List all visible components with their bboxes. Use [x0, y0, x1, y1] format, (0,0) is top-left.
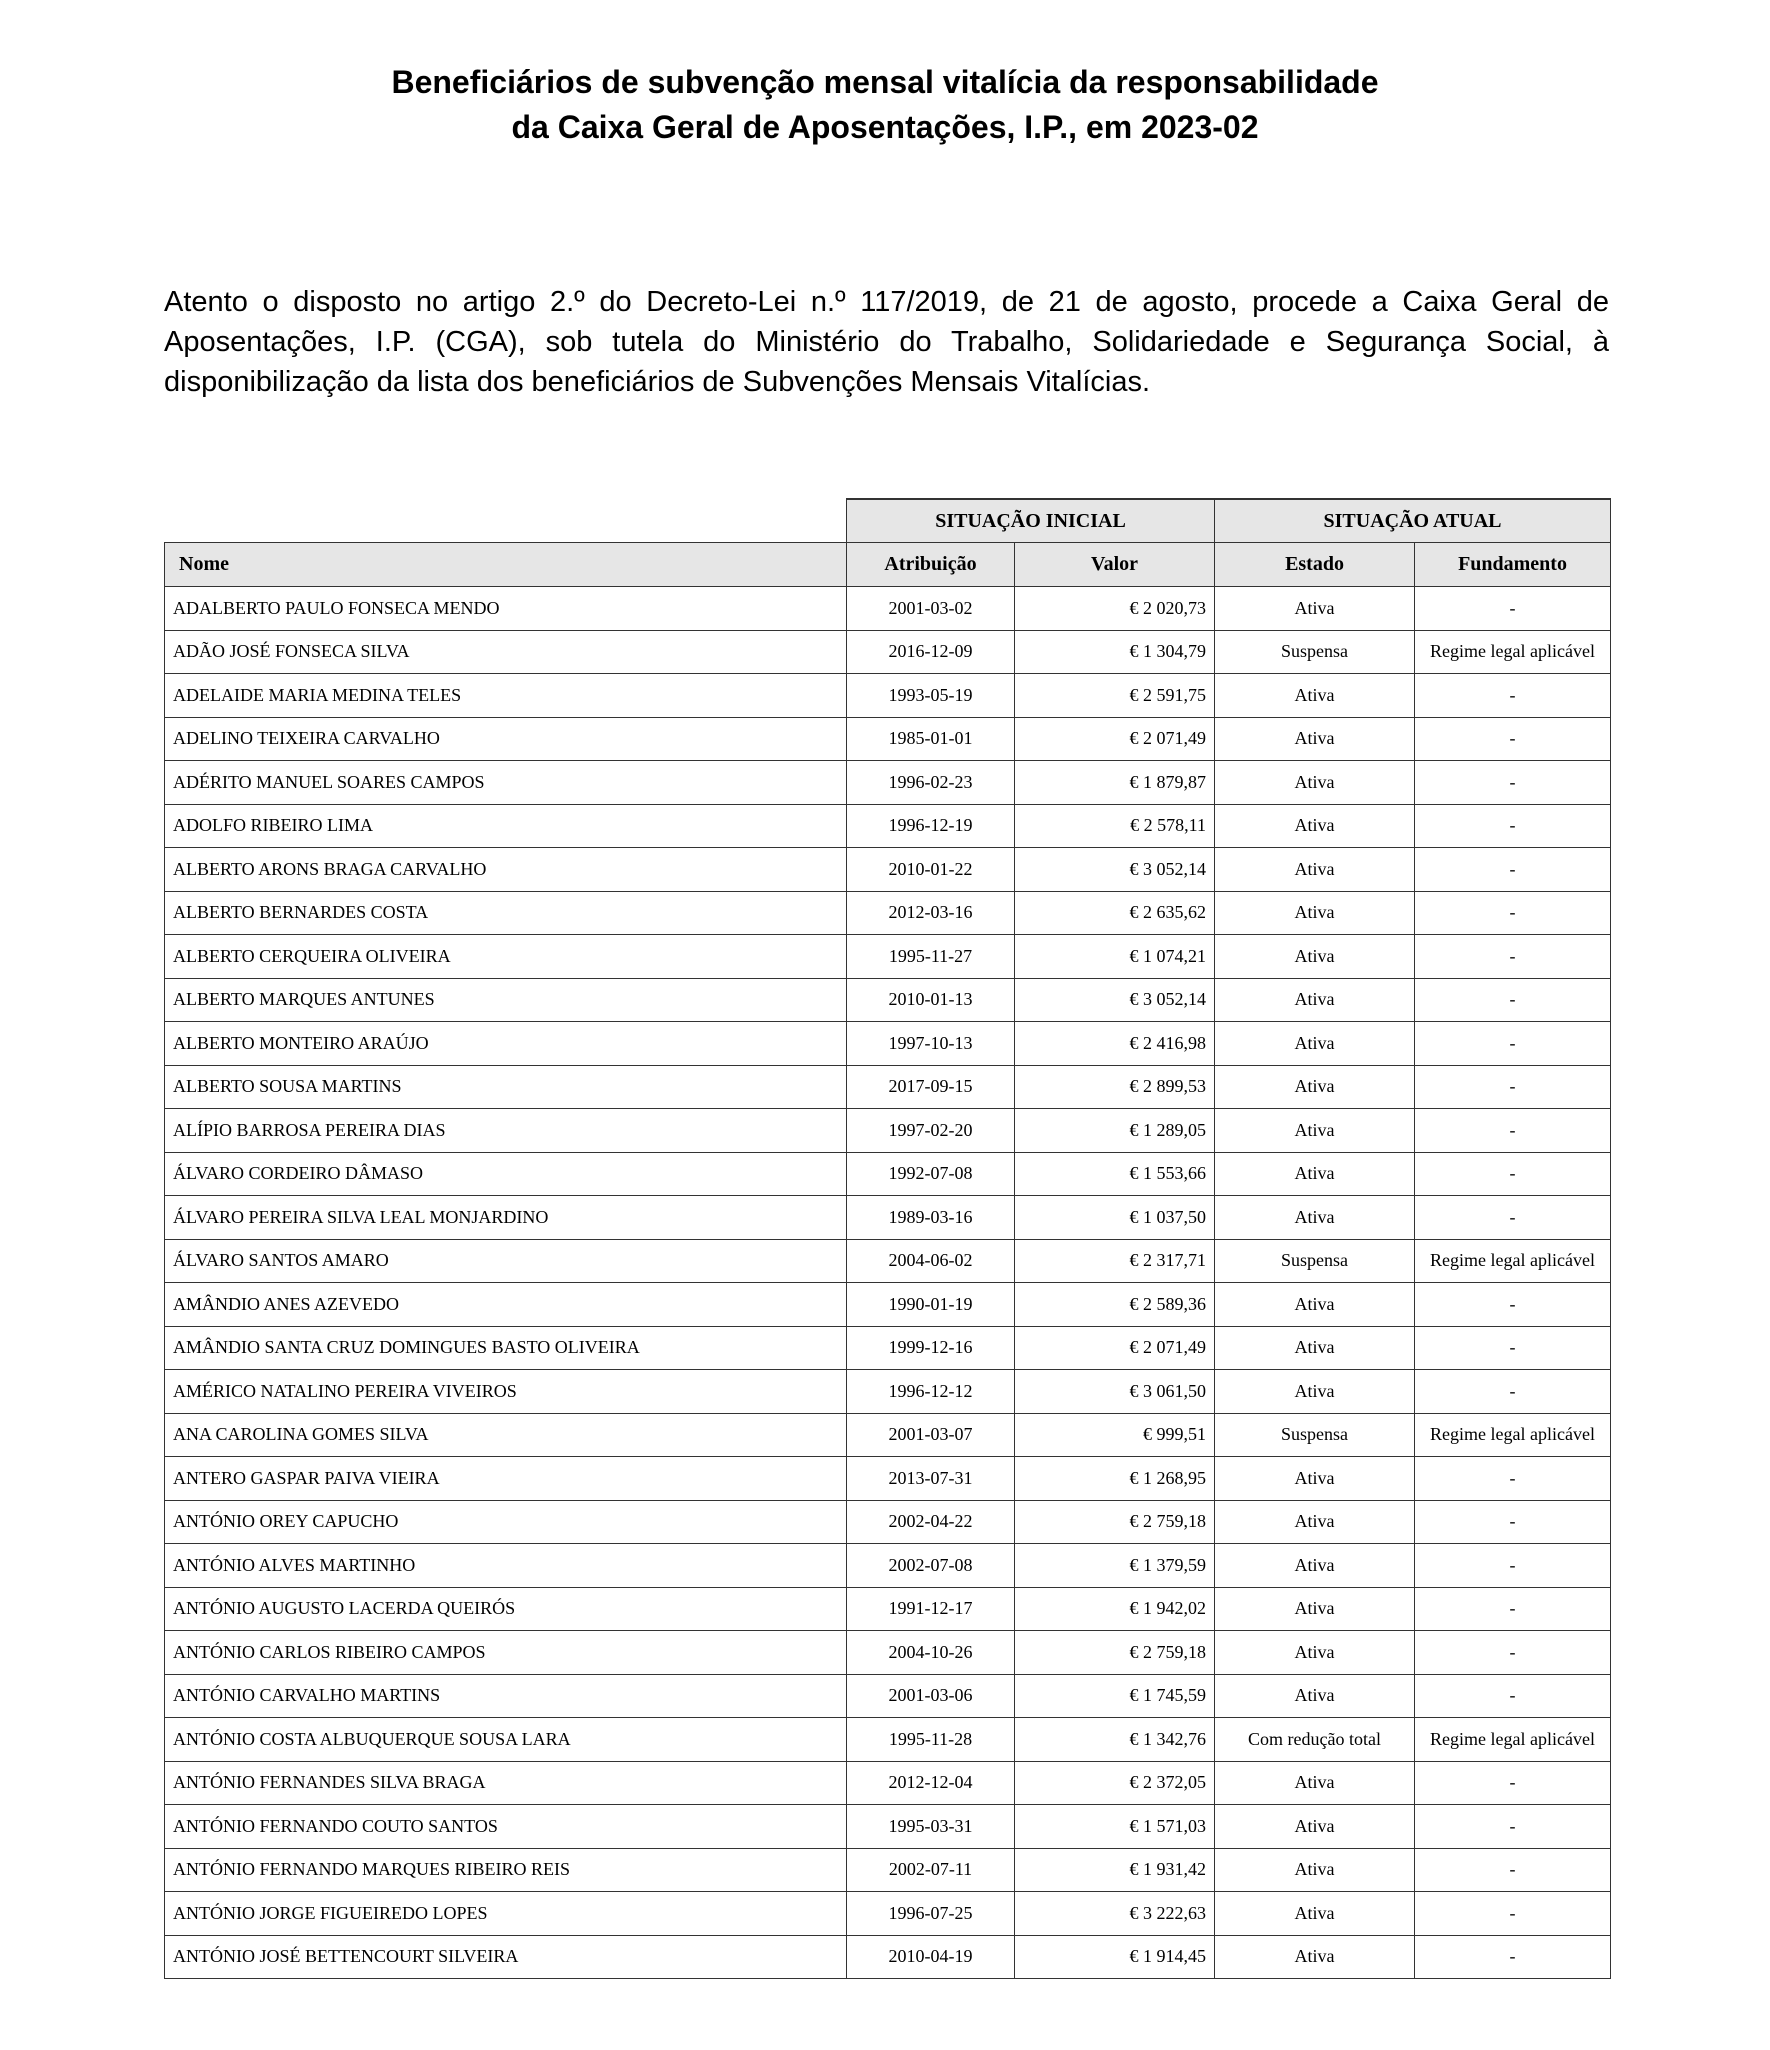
table-row	[165, 1152, 1611, 1196]
table-column-header-row	[165, 543, 1611, 587]
cell-basis: -	[1415, 1283, 1611, 1327]
cell-state: Ativa	[1215, 1022, 1415, 1066]
cell-attribution: 2001-03-02	[847, 587, 1015, 631]
cell-state: Ativa	[1215, 1152, 1415, 1196]
cell-state: Ativa	[1215, 1283, 1415, 1327]
table-row	[165, 1283, 1611, 1327]
cell-state: Ativa	[1215, 1457, 1415, 1501]
cell-name: ALBERTO CERQUEIRA OLIVEIRA	[165, 935, 847, 979]
cell-state: Ativa	[1215, 1848, 1415, 1892]
table-row	[165, 587, 1611, 631]
cell-attribution: 2004-10-26	[847, 1631, 1015, 1675]
cell-value: € 3 052,14	[1015, 848, 1215, 892]
cell-name: ÁLVARO CORDEIRO DÂMASO	[165, 1152, 847, 1196]
cell-state: Ativa	[1215, 1892, 1415, 1936]
cell-name: ANTERO GASPAR PAIVA VIEIRA	[165, 1457, 847, 1501]
cell-state: Ativa	[1215, 1370, 1415, 1414]
cell-state: Suspensa	[1215, 1413, 1415, 1457]
cell-attribution: 1989-03-16	[847, 1196, 1015, 1240]
cell-attribution: 2016-12-09	[847, 630, 1015, 674]
cell-name: ADOLFO RIBEIRO LIMA	[165, 804, 847, 848]
group-header-blank	[165, 499, 847, 543]
column-header-name: Nome	[165, 543, 847, 587]
cell-state: Ativa	[1215, 1587, 1415, 1631]
table-row	[165, 1544, 1611, 1588]
cell-basis: -	[1415, 1152, 1611, 1196]
cell-state: Ativa	[1215, 1196, 1415, 1240]
cell-name: ADÃO JOSÉ FONSECA SILVA	[165, 630, 847, 674]
cell-name: ÁLVARO SANTOS AMARO	[165, 1239, 847, 1283]
table-row	[165, 1631, 1611, 1675]
document-title	[0, 60, 1770, 150]
cell-value: € 1 914,45	[1015, 1935, 1215, 1979]
table-row	[165, 1892, 1611, 1936]
column-header-value: Valor	[1015, 543, 1215, 587]
cell-basis: -	[1415, 848, 1611, 892]
cell-name: ANTÓNIO FERNANDO MARQUES RIBEIRO REIS	[165, 1848, 847, 1892]
cell-basis: Regime legal aplicável	[1415, 1239, 1611, 1283]
cell-state: Ativa	[1215, 1326, 1415, 1370]
table-row	[165, 935, 1611, 979]
cell-basis: -	[1415, 1848, 1611, 1892]
cell-name: ADALBERTO PAULO FONSECA MENDO	[165, 587, 847, 631]
table-row	[165, 1109, 1611, 1153]
intro-paragraph: Atento o disposto no artigo 2.º do Decreto-Lei n.º 117/2019, de 21 de agosto, procede a Caixa Geral de Aposentações, I.P. (CGA), sob tutela do Ministério do Trabalho, Solidariedade e Segurança Social, à disponibilização da lista dos beneficiários de Subvenções Mensais Vitalícias.	[164, 286, 1609, 398]
column-header-state: Estado	[1215, 543, 1415, 587]
cell-basis: -	[1415, 1500, 1611, 1544]
table-row	[165, 891, 1611, 935]
cell-attribution: 2010-01-22	[847, 848, 1015, 892]
cell-value: € 1 879,87	[1015, 761, 1215, 805]
cell-value: € 1 037,50	[1015, 1196, 1215, 1240]
cell-name: ANA CAROLINA GOMES SILVA	[165, 1413, 847, 1457]
cell-basis: -	[1415, 891, 1611, 935]
cell-basis: -	[1415, 1892, 1611, 1936]
cell-name: AMÂNDIO ANES AZEVEDO	[165, 1283, 847, 1327]
cell-value: € 1 571,03	[1015, 1805, 1215, 1849]
cell-basis: Regime legal aplicável	[1415, 630, 1611, 674]
cell-attribution: 1999-12-16	[847, 1326, 1015, 1370]
table-row	[165, 1196, 1611, 1240]
cell-name: ANTÓNIO CARVALHO MARTINS	[165, 1674, 847, 1718]
cell-basis: -	[1415, 674, 1611, 718]
cell-name: ALBERTO SOUSA MARTINS	[165, 1065, 847, 1109]
cell-attribution: 2013-07-31	[847, 1457, 1015, 1501]
cell-basis: -	[1415, 978, 1611, 1022]
cell-name: ALÍPIO BARROSA PEREIRA DIAS	[165, 1109, 847, 1153]
cell-state: Ativa	[1215, 891, 1415, 935]
cell-name: ANTÓNIO JORGE FIGUEIREDO LOPES	[165, 1892, 847, 1936]
cell-value: € 2 372,05	[1015, 1761, 1215, 1805]
cell-basis: -	[1415, 761, 1611, 805]
cell-state: Ativa	[1215, 674, 1415, 718]
cell-state: Ativa	[1215, 804, 1415, 848]
cell-attribution: 1995-11-28	[847, 1718, 1015, 1762]
cell-state: Ativa	[1215, 1935, 1415, 1979]
cell-attribution: 2002-07-08	[847, 1544, 1015, 1588]
cell-name: ANTÓNIO CARLOS RIBEIRO CAMPOS	[165, 1631, 847, 1675]
table-row	[165, 1500, 1611, 1544]
cell-attribution: 2002-04-22	[847, 1500, 1015, 1544]
table-row	[165, 1065, 1611, 1109]
cell-state: Ativa	[1215, 761, 1415, 805]
cell-value: € 1 342,76	[1015, 1718, 1215, 1762]
cell-value: € 3 061,50	[1015, 1370, 1215, 1414]
cell-value: € 1 553,66	[1015, 1152, 1215, 1196]
cell-basis: -	[1415, 1065, 1611, 1109]
cell-basis: Regime legal aplicável	[1415, 1718, 1611, 1762]
cell-attribution: 1985-01-01	[847, 717, 1015, 761]
cell-attribution: 1991-12-17	[847, 1587, 1015, 1631]
cell-basis: -	[1415, 1022, 1611, 1066]
cell-basis: -	[1415, 1326, 1611, 1370]
cell-state: Ativa	[1215, 848, 1415, 892]
column-header-basis: Fundamento	[1415, 543, 1611, 587]
cell-value: € 2 020,73	[1015, 587, 1215, 631]
table-row	[165, 1674, 1611, 1718]
cell-state: Ativa	[1215, 717, 1415, 761]
table-body	[165, 587, 1611, 1979]
cell-state: Suspensa	[1215, 1239, 1415, 1283]
cell-attribution: 2010-01-13	[847, 978, 1015, 1022]
cell-name: ANTÓNIO COSTA ALBUQUERQUE SOUSA LARA	[165, 1718, 847, 1762]
cell-name: ADELINO TEIXEIRA CARVALHO	[165, 717, 847, 761]
table-row	[165, 1370, 1611, 1414]
cell-basis: -	[1415, 717, 1611, 761]
title-line-1: Beneficiários de subvenção mensal vitalícia da responsabilidade	[391, 64, 1379, 100]
cell-attribution: 2001-03-07	[847, 1413, 1015, 1457]
table-row	[165, 717, 1611, 761]
cell-basis: -	[1415, 1587, 1611, 1631]
cell-attribution: 1996-12-12	[847, 1370, 1015, 1414]
table-row	[165, 1935, 1611, 1979]
cell-basis: -	[1415, 1761, 1611, 1805]
cell-value: € 2 635,62	[1015, 891, 1215, 935]
cell-state: Ativa	[1215, 587, 1415, 631]
cell-state: Ativa	[1215, 935, 1415, 979]
group-header-initial: SITUAÇÃO INICIAL	[847, 499, 1215, 543]
cell-attribution: 2012-03-16	[847, 891, 1015, 935]
cell-basis: -	[1415, 587, 1611, 631]
cell-state: Ativa	[1215, 1674, 1415, 1718]
table-row	[165, 1239, 1611, 1283]
cell-name: ANTÓNIO OREY CAPUCHO	[165, 1500, 847, 1544]
cell-attribution: 1990-01-19	[847, 1283, 1015, 1327]
table-row	[165, 848, 1611, 892]
cell-basis: -	[1415, 1457, 1611, 1501]
cell-attribution: 1996-12-19	[847, 804, 1015, 848]
cell-value: € 1 074,21	[1015, 935, 1215, 979]
table-group-header-row	[165, 499, 1611, 543]
cell-attribution: 2017-09-15	[847, 1065, 1015, 1109]
cell-attribution: 1995-03-31	[847, 1805, 1015, 1849]
cell-name: ALBERTO MONTEIRO ARAÚJO	[165, 1022, 847, 1066]
cell-basis: -	[1415, 1674, 1611, 1718]
cell-basis: -	[1415, 1631, 1611, 1675]
cell-basis: -	[1415, 935, 1611, 979]
cell-name: ADÉRITO MANUEL SOARES CAMPOS	[165, 761, 847, 805]
table-row	[165, 1413, 1611, 1457]
table-row	[165, 978, 1611, 1022]
table-row	[165, 1805, 1611, 1849]
cell-value: € 2 578,11	[1015, 804, 1215, 848]
cell-name: ÁLVARO PEREIRA SILVA LEAL MONJARDINO	[165, 1196, 847, 1240]
cell-attribution: 2001-03-06	[847, 1674, 1015, 1718]
cell-attribution: 2002-07-11	[847, 1848, 1015, 1892]
cell-basis: -	[1415, 1196, 1611, 1240]
cell-value: € 2 591,75	[1015, 674, 1215, 718]
cell-value: € 999,51	[1015, 1413, 1215, 1457]
cell-value: € 3 222,63	[1015, 1892, 1215, 1936]
cell-value: € 2 759,18	[1015, 1631, 1215, 1675]
cell-value: € 2 317,71	[1015, 1239, 1215, 1283]
cell-name: AMÉRICO NATALINO PEREIRA VIVEIROS	[165, 1370, 847, 1414]
table-row	[165, 1761, 1611, 1805]
group-header-current: SITUAÇÃO ATUAL	[1215, 499, 1611, 543]
cell-name: ANTÓNIO JOSÉ BETTENCOURT SILVEIRA	[165, 1935, 847, 1979]
cell-basis: -	[1415, 1805, 1611, 1849]
cell-state: Ativa	[1215, 1544, 1415, 1588]
cell-attribution: 1997-02-20	[847, 1109, 1015, 1153]
cell-name: ANTÓNIO FERNANDO COUTO SANTOS	[165, 1805, 847, 1849]
cell-value: € 1 745,59	[1015, 1674, 1215, 1718]
cell-basis: -	[1415, 1109, 1611, 1153]
table-row	[165, 1022, 1611, 1066]
cell-basis: -	[1415, 1544, 1611, 1588]
table-row	[165, 1326, 1611, 1370]
title-line-2: da Caixa Geral de Aposentações, I.P., em 2023-02	[511, 109, 1259, 145]
cell-attribution: 1993-05-19	[847, 674, 1015, 718]
cell-attribution: 1996-02-23	[847, 761, 1015, 805]
table-row	[165, 630, 1611, 674]
cell-basis: Regime legal aplicável	[1415, 1413, 1611, 1457]
beneficiaries-table	[164, 498, 1611, 1979]
cell-name: ANTÓNIO AUGUSTO LACERDA QUEIRÓS	[165, 1587, 847, 1631]
cell-state: Ativa	[1215, 1761, 1415, 1805]
cell-attribution: 1996-07-25	[847, 1892, 1015, 1936]
cell-attribution: 1997-10-13	[847, 1022, 1015, 1066]
table-row	[165, 674, 1611, 718]
cell-value: € 1 931,42	[1015, 1848, 1215, 1892]
cell-name: AMÂNDIO SANTA CRUZ DOMINGUES BASTO OLIVEIRA	[165, 1326, 847, 1370]
cell-state: Com redução total	[1215, 1718, 1415, 1762]
cell-attribution: 2010-04-19	[847, 1935, 1015, 1979]
cell-attribution: 2004-06-02	[847, 1239, 1015, 1283]
cell-value: € 2 071,49	[1015, 717, 1215, 761]
table-row	[165, 1718, 1611, 1762]
cell-attribution: 1995-11-27	[847, 935, 1015, 979]
cell-name: ALBERTO BERNARDES COSTA	[165, 891, 847, 935]
cell-value: € 1 268,95	[1015, 1457, 1215, 1501]
table-row	[165, 804, 1611, 848]
cell-state: Ativa	[1215, 1631, 1415, 1675]
table-row	[165, 761, 1611, 805]
table-row	[165, 1848, 1611, 1892]
cell-name: ANTÓNIO FERNANDES SILVA BRAGA	[165, 1761, 847, 1805]
cell-state: Suspensa	[1215, 630, 1415, 674]
table-row	[165, 1457, 1611, 1501]
cell-name: ALBERTO ARONS BRAGA CARVALHO	[165, 848, 847, 892]
cell-name: ANTÓNIO ALVES MARTINHO	[165, 1544, 847, 1588]
column-header-attribution: Atribuição	[847, 543, 1015, 587]
cell-basis: -	[1415, 1370, 1611, 1414]
cell-value: € 2 589,36	[1015, 1283, 1215, 1327]
cell-state: Ativa	[1215, 1805, 1415, 1849]
cell-state: Ativa	[1215, 1500, 1415, 1544]
cell-state: Ativa	[1215, 978, 1415, 1022]
cell-name: ADELAIDE MARIA MEDINA TELES	[165, 674, 847, 718]
cell-value: € 1 942,02	[1015, 1587, 1215, 1631]
cell-value: € 2 416,98	[1015, 1022, 1215, 1066]
cell-value: € 2 759,18	[1015, 1500, 1215, 1544]
cell-value: € 2 071,49	[1015, 1326, 1215, 1370]
cell-attribution: 1992-07-08	[847, 1152, 1015, 1196]
cell-value: € 1 304,79	[1015, 630, 1215, 674]
cell-value: € 1 289,05	[1015, 1109, 1215, 1153]
cell-name: ALBERTO MARQUES ANTUNES	[165, 978, 847, 1022]
cell-value: € 2 899,53	[1015, 1065, 1215, 1109]
cell-value: € 3 052,14	[1015, 978, 1215, 1022]
cell-basis: -	[1415, 1935, 1611, 1979]
table-row	[165, 1587, 1611, 1631]
cell-attribution: 2012-12-04	[847, 1761, 1015, 1805]
cell-value: € 1 379,59	[1015, 1544, 1215, 1588]
cell-state: Ativa	[1215, 1109, 1415, 1153]
cell-state: Ativa	[1215, 1065, 1415, 1109]
cell-basis: -	[1415, 804, 1611, 848]
